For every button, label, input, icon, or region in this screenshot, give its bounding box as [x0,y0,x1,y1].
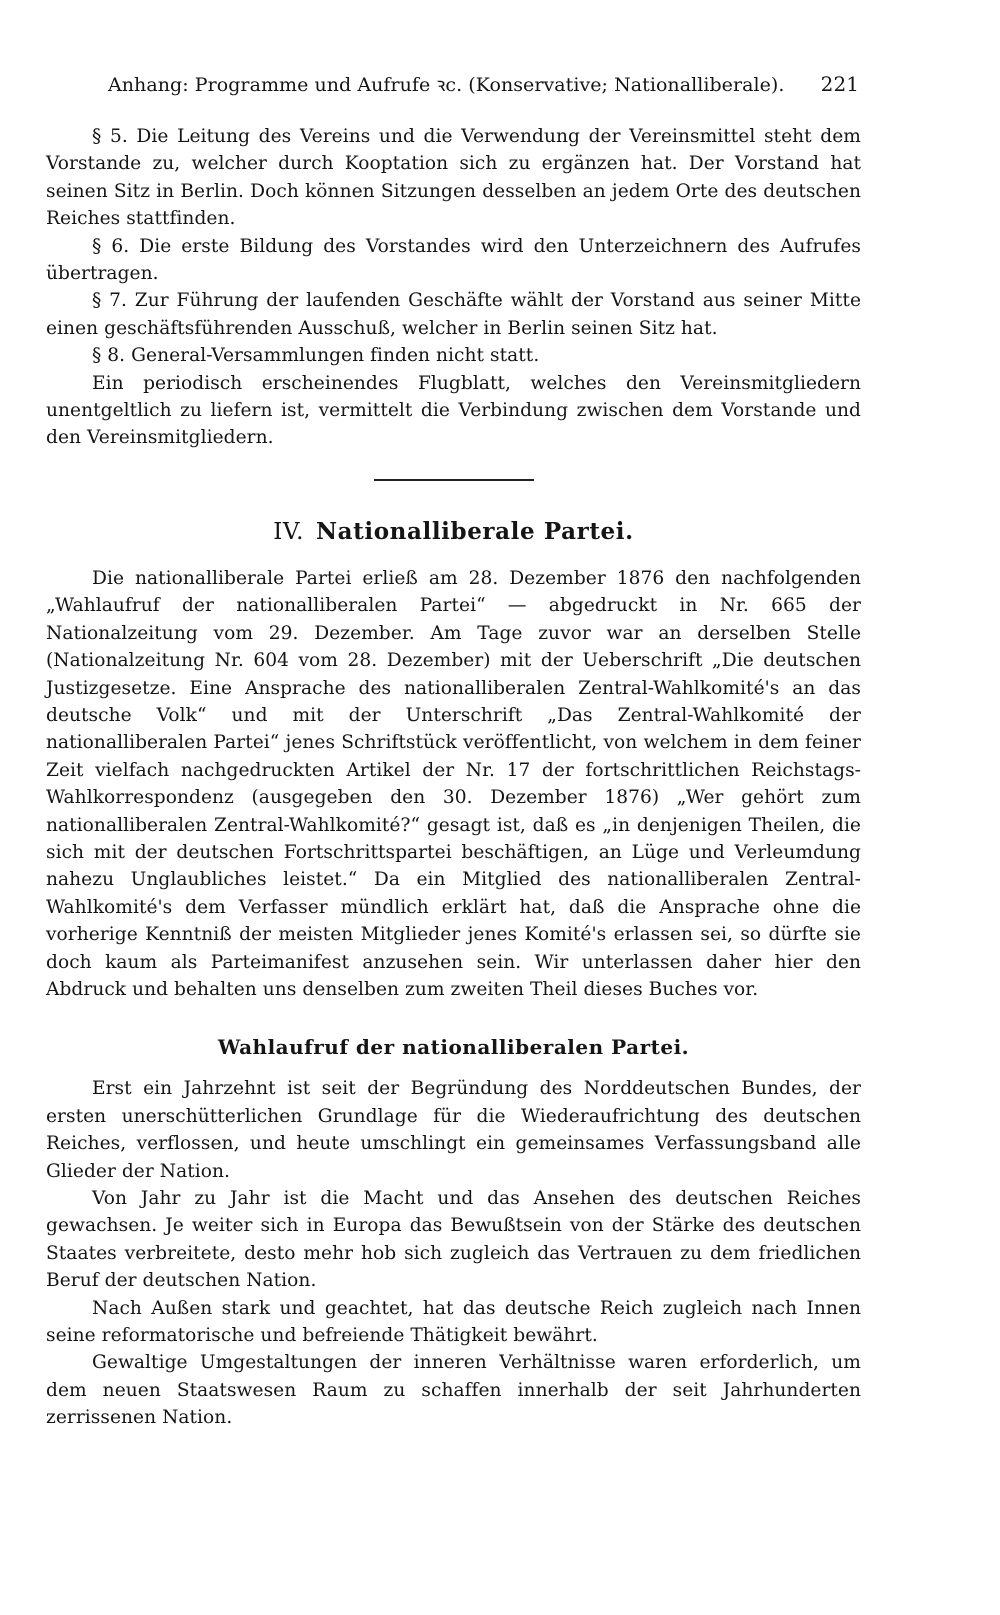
flugblatt-paragraph: Ein periodisch erscheinendes Flugblatt, welches den Vereinsmitgliedern unentgeltlich zu liefern ist, vermittelt die Verbindung zwischen dem Vorstande und den Vereinsmitgliedern. [46,372,861,449]
running-title: Anhang: Programme und Aufrufe ꝛc. (Konservative; Nationalliberale). [108,74,785,96]
appeal-heading: Wahlaufruf der nationalliberalen Partei. [217,1035,690,1060]
intro-paragraph: Die nationalliberale Partei erließ am 28. Dezember 1876 den nachfolgenden „Wahlaufruf der nationalliberalen Partei“ — abgedruckt in Nr. 665 der Nationalzeitung vom 29. Dezember. Am Tage zuvor war an derselben Stelle (Nationalzeitung Nr. 604 vom 28. Dezember) mit der Ueberschrift „Die deutschen Justizgesetze. Eine Ansprache des nationalliberalen Zentral-Wahlkomité's an das deutsche Volk“ und mit der Unterschrift „Das Zentral-Wahlkomité der nationalliberalen Partei“ jenes Schriftstück veröffentlicht, von welchem in dem feiner Zeit vielfach nachgedruckten Artikel der Nr. 17 der fortschrittlichen Reichstags-Wahlkorrespondenz (ausgegeben den 30. Dezember 1876) „Wer gehört zum nationalliberalen Zentral-Wahlkomité?“ gesagt ist, daß es „in denjenigen Theilen, die sich mit der deutschen Fortschrittspartei beschäftigen, an Lüge und Verleumdung nahezu Unglaubliches leistet.“ Da ein Mitglied des nationalliberalen Zentral-Wahlkomité's dem Verfasser mündlich erklärt hat, daß die Ansprache ohne die vorherige Kenntniß der meisten Mitglieder jenes Komité's erlassen sei, so dürfte sie doch kaum als Parteimanifest anzusehen sein. Wir unterlassen daher hier den Abdruck und behalten uns denselben zum zweiten Theil dieses Buches vor. [46,567,861,1000]
statute-paragraph-6: § 6. Die erste Bildung des Vorstandes wird den Unterzeichnern des Aufrufes übertragen. [46,235,861,285]
appeal-paragraph: Nach Außen stark und geachtet, hat das deutsche Reich zugleich nach Innen seine reformatorische und befreiende Thätigkeit bewährt. [46,1297,861,1347]
appeal-paragraph: Gewaltige Umgestaltungen der inneren Verhältnisse waren erforderlich, um dem neuen Staatswesen Raum zu schaffen innerhalb der seit Jahrhunderten zerrissenen Nation. [46,1352,861,1429]
book-page [46,72,861,1432]
statute-paragraph-8: § 8. General-Versammlungen finden nicht statt. [92,345,540,367]
running-header [108,72,861,97]
section-numeral: IV. [273,518,305,545]
statute-block [46,123,861,452]
section-heading [46,517,861,547]
appeal-paragraph: Erst ein Jahrzehnt ist seit der Begründung des Norddeutschen Bundes, der ersten unerschütterlichen Grundlage für die Wiederaufrichtung des deutschen Reiches, verflossen, und heute umschlingt ein gemeinsames Verfassungsband alle Glieder der Nation. [46,1078,861,1182]
statute-paragraph-5: § 5. Die Leitung des Vereins und die Verwendung der Vereinsmittel steht dem Vorstande zu, welcher durch Kooptation sich zu ergänzen hat. Der Vorstand hat seinen Sitz in Berlin. Doch können Sitzungen desselben an jedem Orte des deutschen Reiches stattfinden. [46,126,861,230]
section-title: Nationalliberale Partei. [316,517,634,545]
appeal-body [46,1075,861,1431]
page-number: 221 [820,72,859,96]
appeal-paragraph: Von Jahr zu Jahr ist die Macht und das Ansehen des deutschen Reiches gewachsen. Je weiter sich in Europa das Bewußtsein von der Stärke des deutschen Staates verbreitete, desto mehr hob sich zugleich das Vertrauen zu dem friedlichen Beruf der deutschen Nation. [46,1188,861,1292]
section-divider [374,479,534,481]
statute-paragraph-7: § 7. Zur Führung der laufenden Geschäfte wählt der Vorstand aus seiner Mitte einen geschäftsführenden Ausschuß, welcher in Berlin seinen Sitz hat. [46,290,861,339]
